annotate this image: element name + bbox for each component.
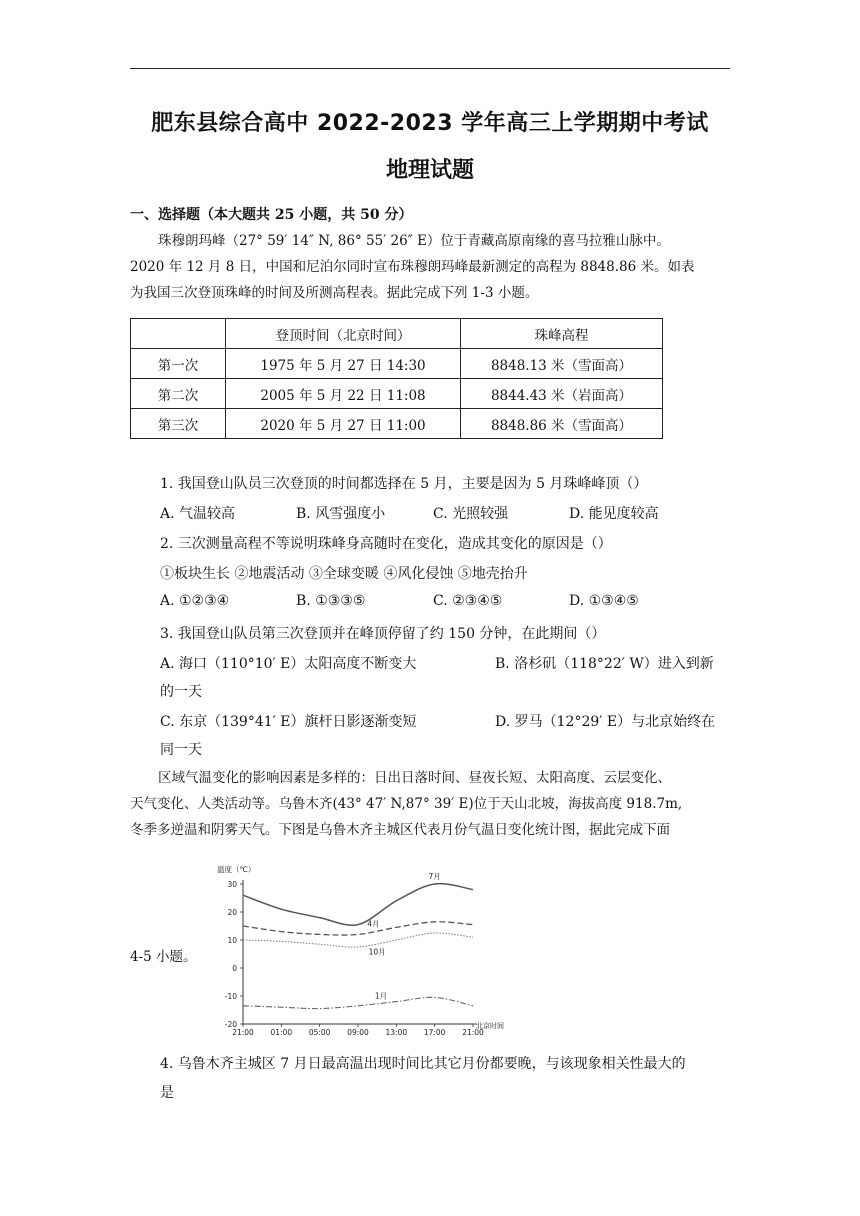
table-row xyxy=(131,349,663,379)
series-label: 10月 xyxy=(368,947,386,957)
question-4-stem-cont: 是 xyxy=(160,1085,174,1101)
question-3-stem: 3. 我国登山队员第三次登顶并在峰顶停留了约 150 分钟，在此期间（） xyxy=(160,626,606,642)
table-row xyxy=(131,379,663,409)
series-line-4 xyxy=(243,997,473,1008)
q3-option-b-cont: 的一天 xyxy=(160,684,202,700)
x-axis-label: 北京时间 xyxy=(476,1022,504,1030)
y-tick-label: -10 xyxy=(224,992,237,1001)
y-axis-label: 温度（℃） xyxy=(217,865,256,874)
y-tick-label: 10 xyxy=(227,936,237,945)
x-tick-label: 09:00 xyxy=(347,1028,369,1035)
table-cell: 第一次 xyxy=(131,349,226,379)
series-line-1 xyxy=(243,884,473,926)
table-header-cell xyxy=(131,319,226,349)
series-label: 1月 xyxy=(374,991,388,1001)
exam-subtitle: 地理试题 xyxy=(385,158,474,183)
intro2-line4: 4-5 小题。 xyxy=(130,949,197,965)
y-tick-label: 30 xyxy=(227,880,237,889)
x-tick-label: 21:00 xyxy=(462,1028,484,1035)
q2-items: ①板块生长 ②地震活动 ③全球变暖 ④风化侵蚀 ⑤地壳抬升 xyxy=(160,566,528,582)
intro1-line2: 2020 年 12 月 8 日，中国和尼泊尔同时宣布珠穆朗玛峰最新测定的高程为 8848.86 米。如表 xyxy=(130,259,695,275)
table-cell: 2020 年 5 月 27 日 11:00 xyxy=(226,409,461,439)
series-line-3 xyxy=(243,933,473,947)
q2-option-c: C. ②③④⑤ xyxy=(433,593,503,609)
table-cell: 8848.86 米（雪面高） xyxy=(461,409,663,439)
intro-paragraph-1 xyxy=(130,228,730,306)
table-cell: 1975 年 5 月 27 日 14:30 xyxy=(226,349,461,379)
intro2-line2: 天气变化、人类活动等。乌鲁木齐(43° 47′ N,87° 39′ E)位于天山北坡，海拔高度 918.7m, xyxy=(130,796,683,812)
question-1-stem: 1. 我国登山队员三次登顶的时间都选择在 5 月，主要是因为 5 月珠峰峰顶（） xyxy=(160,476,648,492)
table-header-cell: 登顶时间（北京时间） xyxy=(226,319,461,349)
table-cell: 第三次 xyxy=(131,409,226,439)
y-tick-label: -20 xyxy=(224,1020,237,1029)
question-4-stem: 4. 乌鲁木齐主城区 7 月日最高温出现时间比其它月份都要晚，与该现象相关性最大的 xyxy=(160,1056,686,1072)
q1-option-d: D. 能见度较高 xyxy=(569,506,659,522)
table-cell: 8844.43 米（岩面高） xyxy=(461,379,663,409)
x-tick-label: 21:00 xyxy=(232,1028,254,1035)
x-tick-label: 05:00 xyxy=(308,1028,331,1035)
q2-option-a: A. ①②③④ xyxy=(160,593,230,609)
exam-title: 肥东县综合高中 2022-2023 学年高三上学期期中考试 xyxy=(151,111,709,136)
q2-option-d: D. ①③④⑤ xyxy=(569,593,639,609)
section-heading: 一、选择题（本大题共 25 小题，共 50 分） xyxy=(130,207,413,223)
question-2-stem: 2. 三次测量高程不等说明珠峰身高随时在变化，造成其变化的原因是（） xyxy=(160,536,612,552)
intro2-line1: 区域气温变化的影响因素是多样的：日出日落时间、昼夜长短、太阳高度、云层变化、 xyxy=(158,770,671,786)
table-cell: 8848.13 米（雪面高） xyxy=(461,349,663,379)
table-header-cell: 珠峰高程 xyxy=(461,319,663,349)
y-tick-label: 0 xyxy=(232,964,237,973)
q1-option-c: C. 光照较强 xyxy=(433,506,509,522)
y-tick-label: 20 xyxy=(227,908,237,917)
q3-option-a: A. 海口（110°10′ E）太阳高度不断变大 xyxy=(160,656,417,672)
q1-option-b: B. 风雪强度小 xyxy=(296,506,386,522)
series-line-2 xyxy=(243,919,473,935)
series-label: 4月 xyxy=(367,919,380,929)
intro1-line3: 为我国三次登顶珠峰的时间及所测高程表。据此完成下列 1-3 小题。 xyxy=(130,285,539,301)
series-label: 7月 xyxy=(428,872,441,881)
x-tick-label: 17:00 xyxy=(423,1028,446,1035)
q3-option-b: B. 洛杉矶（118°22′ W）进入到新 xyxy=(495,656,714,672)
table-row xyxy=(131,409,663,439)
q1-option-a: A. 气温较高 xyxy=(160,506,236,522)
q3-option-d-cont: 同一天 xyxy=(160,742,202,758)
q3-option-d: D. 罗马（12°29′ E）与北京始终在 xyxy=(495,714,716,730)
temperature-chart xyxy=(215,860,515,1035)
intro2-line3: 冬季多逆温和阴雾天气。下图是乌鲁木齐主城区代表月份气温日变化统计图，据此完成下面 xyxy=(130,822,670,838)
q2-option-b: B. ①③③⑤ xyxy=(296,593,366,609)
intro-paragraph-2 xyxy=(130,765,730,843)
table-cell: 第二次 xyxy=(131,379,226,409)
intro1-line1: 珠穆朗玛峰（27° 59′ 14″ N, 86° 55′ 26″ E）位于青藏高原南缘的喜马拉雅山脉中。 xyxy=(158,233,670,249)
q3-option-c: C. 东京（139°41′ E）旗杆日影逐渐变短 xyxy=(160,714,417,730)
table-header-row xyxy=(131,319,663,349)
header-rule xyxy=(130,68,730,69)
summit-table xyxy=(130,318,663,439)
table-cell: 2005 年 5 月 22 日 11:08 xyxy=(226,379,461,409)
x-tick-label: 01:00 xyxy=(270,1028,293,1035)
x-tick-label: 13:00 xyxy=(385,1028,408,1035)
